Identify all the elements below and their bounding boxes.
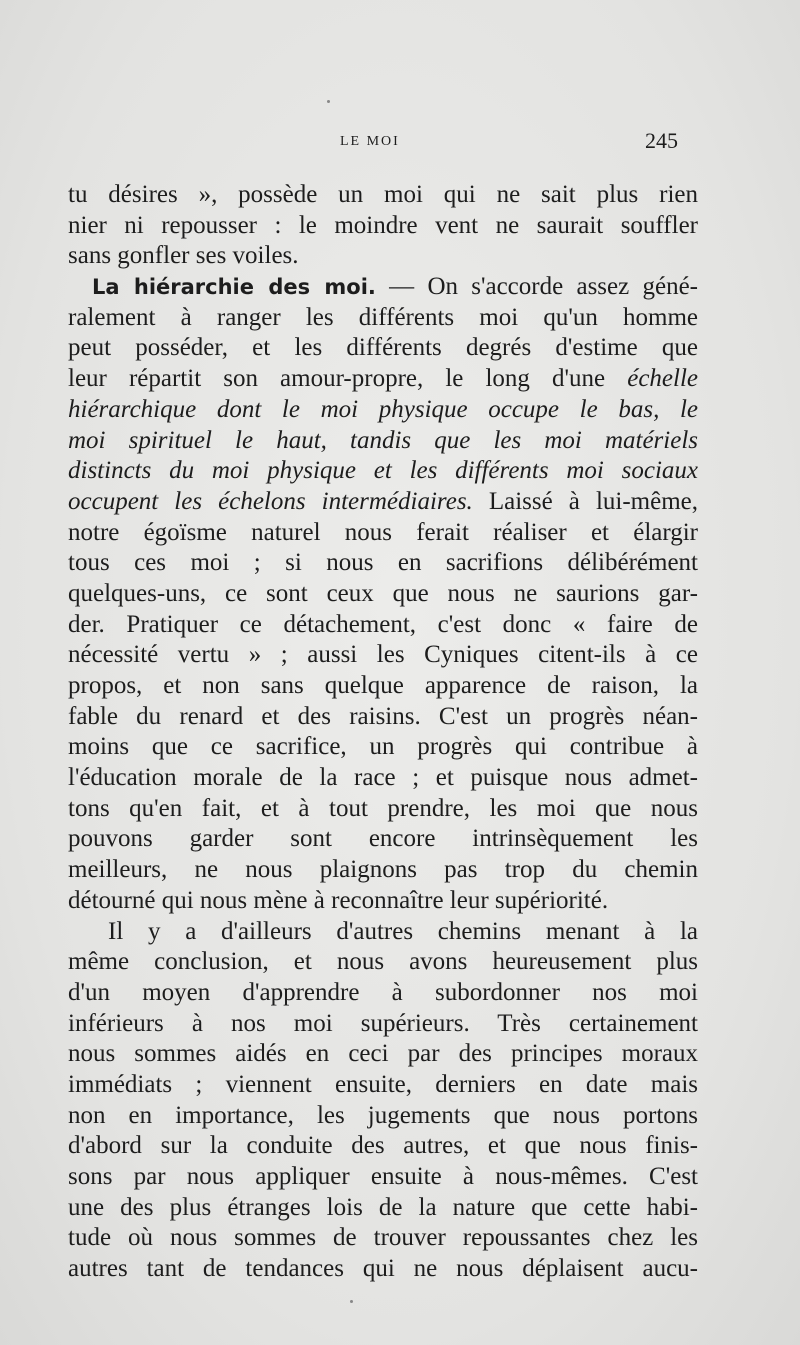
text-line: détourné qui nous mène à reconnaître leur supériorité. [68,886,609,914]
text-line [68,487,698,518]
text-line: d'abord sur la conduite des autres, et que nous finis- [68,1132,698,1160]
text-line: immédiats ; viennent ensuite, derniers en date mais [68,1070,698,1098]
text-run: — On s'accorde assez géné- [375,273,698,301]
text-run: Laissé à lui-même, [472,487,698,515]
text-line: fable du renard et des raisins. C'est un progrès néan- [68,702,698,730]
text-line: tons qu'en fait, et à tout prendre, les moi que nous [68,794,698,822]
text-line: quelques-uns, ce sont ceux que nous ne saurions gar- [68,579,698,607]
text-line: autres tant de tendances qui ne nous déplaisent aucu- [68,1255,698,1283]
text-line [68,272,698,303]
text-line: une des plus étranges lois de la nature que cette habi- [68,1193,698,1221]
text-line: propos, et non sans quelque apparence de raison, la [68,672,698,699]
text-line: nous sommes aidés en ceci par des principes moraux [68,1040,698,1068]
text-line: non en importance, les jugements que nous portons [68,1101,698,1129]
text-line: moins que ce sacrifice, un progrès qui contribue à [68,733,698,761]
paper-speck [327,100,330,103]
text-line [68,364,698,395]
body-text [68,180,698,1285]
text-line: der. Pratiquer ce détachement, c'est donc « faire de [68,610,698,638]
text-line: moi spirituel le haut, tandis que les moi matériels [68,426,698,454]
text-line: distincts du moi physique et les différents moi sociaux [68,457,698,485]
text-line: inférieurs à nos moi supérieurs. Très certainement [68,1009,698,1037]
text-line: tude où nous sommes de trouver repoussantes chez les [68,1224,698,1252]
italic-run: échelle [627,365,698,393]
text-line: sons par nous appliquer ensuite à nous-mêmes. C'est [68,1163,698,1190]
text-line: Il y a d'ailleurs d'autres chemins menant à la [108,917,698,945]
text-line: peut posséder, et les différents degrés d'estime que [68,334,698,362]
text-line: d'un moyen d'apprendre à subordonner nos moi [68,978,698,1006]
text-line: tous ces moi ; si nous en sacrifions délibérément [68,549,698,577]
text-line: pouvons garder sont encore intrinsèquement les [68,825,698,853]
running-head [0,128,800,158]
text-line: sans gonfler ses voiles. [68,242,299,270]
text-line: nécessité vertu » ; aussi les Cyniques citent-ils à ce [68,641,698,669]
text-line: tu désires », possède un moi qui ne sait plus rien [68,181,698,208]
text-line: ralement à ranger les différents moi qu'un homme [68,303,698,331]
text-line: l'éducation morale de la race ; et puisque nous admet- [68,764,698,792]
text-line: nier ni repousser : le moindre vent ne saurait souffler [68,211,698,239]
italic-run: occupent les échelons intermédiaires. [68,487,473,515]
text-line: même conclusion, et nous avons heureusement plus [68,948,698,976]
text-run: leur répartit son amour-propre, le long d'une [68,365,628,393]
text-line: notre égoïsme naturel nous ferait réaliser et élargir [68,518,698,546]
text-line: hiérarchique dont le moi physique occupe le bas, le [68,395,698,423]
section-heading: La hiérarchie des moi. [92,275,376,300]
page-number: 245 [645,128,678,153]
paper-speck [350,1300,353,1303]
running-title: LE MOI [340,134,400,149]
text-line: meilleurs, ne nous plaignons pas trop du chemin [68,856,698,884]
